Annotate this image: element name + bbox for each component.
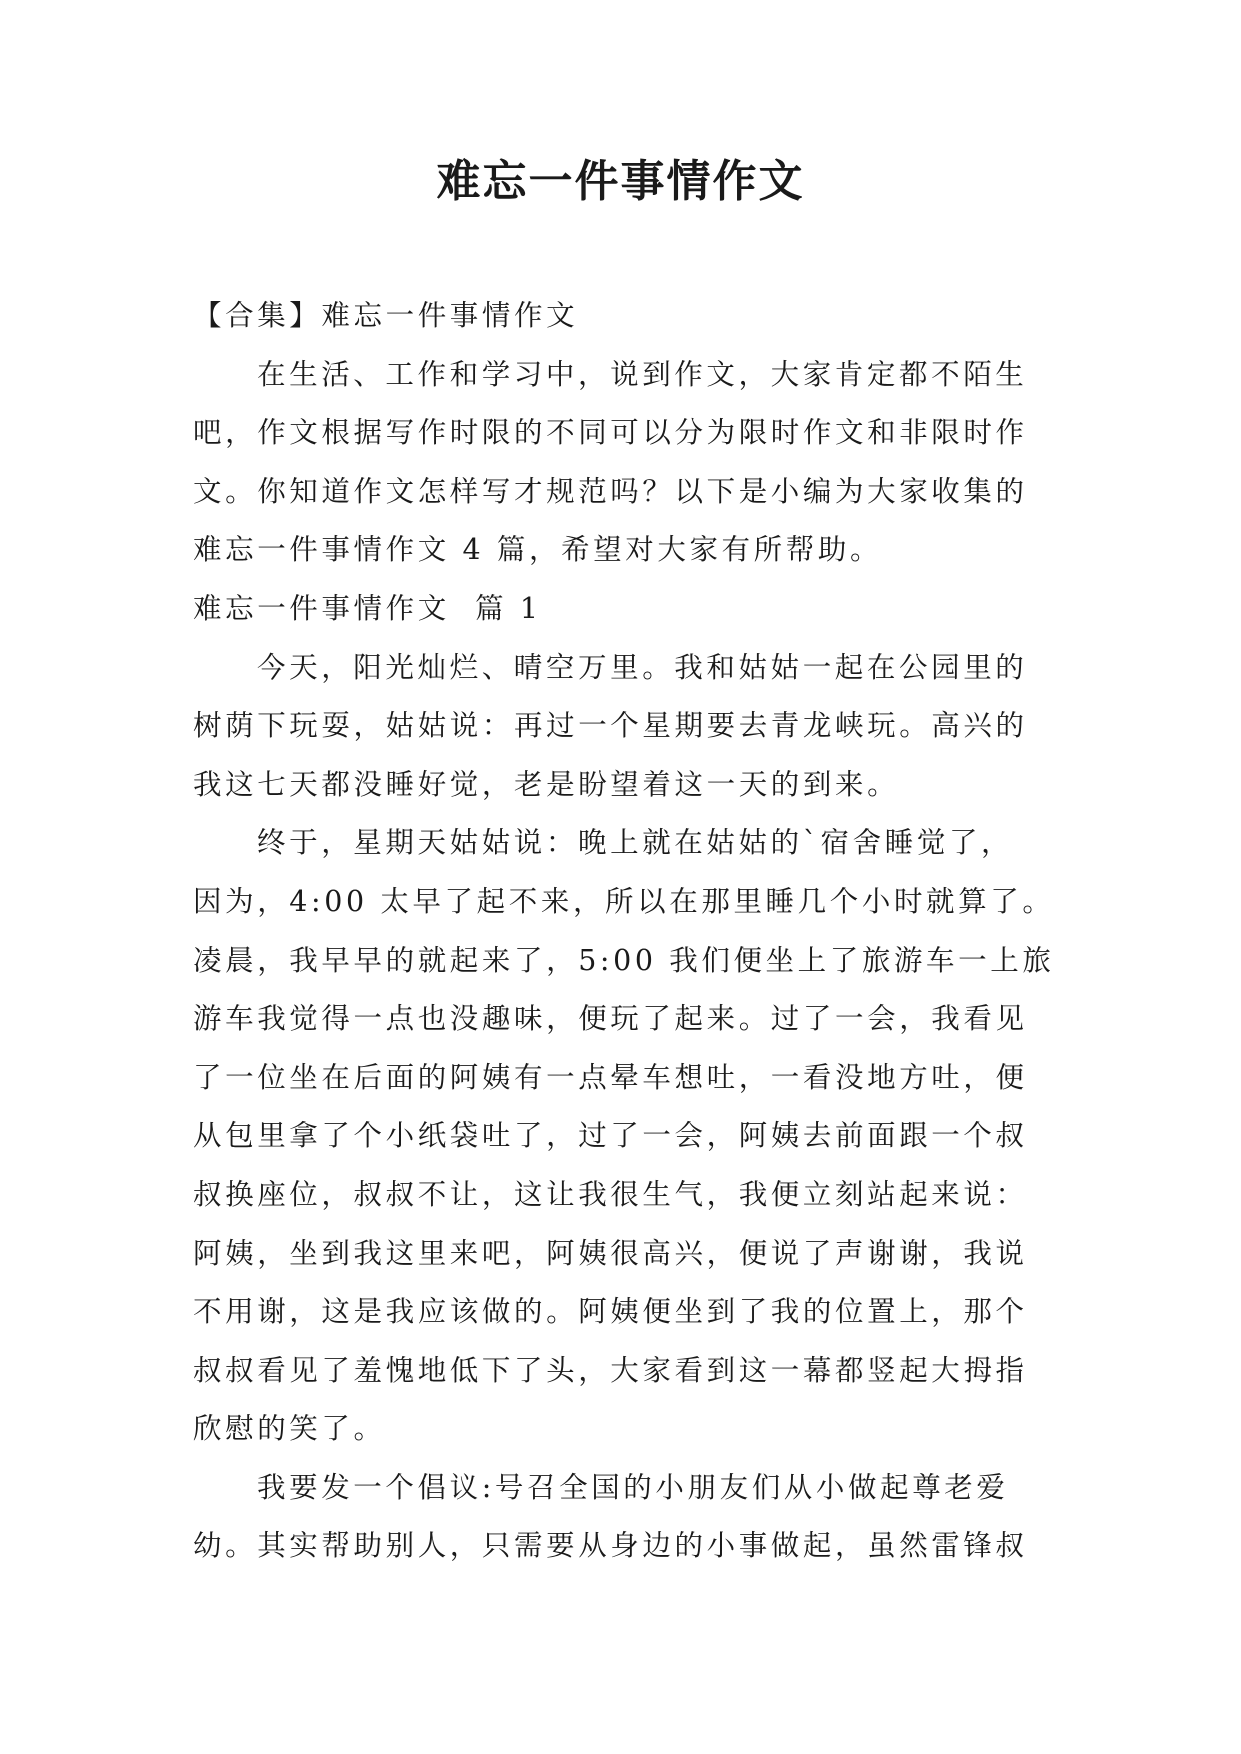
document-body — [193, 287, 1073, 1576]
paragraph-line: 在生活、工作和学习中，说到作文，大家肯定都不陌生 — [257, 357, 1028, 391]
paragraph-line: 文。你知道作文怎样写才规范吗？以下是小编为大家收集的 — [193, 474, 1028, 508]
paragraph-line: 难忘一件事情作文 4 篇，希望对大家有所帮助。 — [193, 533, 883, 567]
paragraph-line: 叔叔看见了羞愧地低下了头，大家看到这一幕都竖起大拇指 — [193, 1353, 1028, 1387]
paragraph-line: 了一位坐在后面的阿姨有一点晕车想吐，一看没地方吐，便 — [193, 1060, 1028, 1094]
section-heading: 难忘一件事情作文 篇 1 — [193, 591, 542, 625]
paragraph-line: 幼。其实帮助别人，只需要从身边的小事做起，虽然雷锋叔 — [193, 1529, 1028, 1563]
collection-heading: 【合集】难忘一件事情作文 — [193, 299, 579, 332]
paragraph-line: 叔换座位，叔叔不让，这让我很生气，我便立刻站起来说： — [193, 1177, 1028, 1211]
paragraph-line: 我这七天都没睡好觉，老是盼望着这一天的到来。 — [193, 767, 900, 801]
document-title: 难忘一件事情作文 — [436, 156, 805, 207]
paragraph-line: 因为，4:00 太早了起不来，所以在那里睡几个小时就算了。 — [193, 884, 1055, 918]
paragraph-line: 吧，作文根据写作时限的不同可以分为限时作文和非限时作 — [193, 416, 1028, 450]
paragraph-line: 凌晨，我早早的就起来了，5:00 我们便坐上了旅游车一上旅 — [193, 943, 1055, 977]
paragraph-line: 终于，星期天姑姑说：晚上就在姑姑的`宿舍睡觉了， — [257, 826, 1014, 860]
paragraph-line: 树荫下玩耍，姑姑说：再过一个星期要去青龙峡玩。高兴的 — [193, 709, 1028, 743]
paragraph-line: 我要发一个倡议:号召全国的小朋友们从小做起尊老爱 — [257, 1470, 1009, 1504]
paragraph-line: 不用谢，这是我应该做的。阿姨便坐到了我的位置上，那个 — [193, 1295, 1028, 1329]
paragraph-line: 游车我觉得一点也没趣味，便玩了起来。过了一会，我看见 — [193, 1002, 1028, 1036]
paragraph-line: 欣慰的笑了。 — [193, 1412, 386, 1446]
paragraph-line: 阿姨，坐到我这里来吧，阿姨很高兴，便说了声谢谢，我说 — [193, 1236, 1028, 1270]
paragraph-line: 从包里拿了个小纸袋吐了，过了一会，阿姨去前面跟一个叔 — [193, 1119, 1028, 1153]
paragraph-line: 今天，阳光灿烂、晴空万里。我和姑姑一起在公园里的 — [257, 650, 1028, 684]
